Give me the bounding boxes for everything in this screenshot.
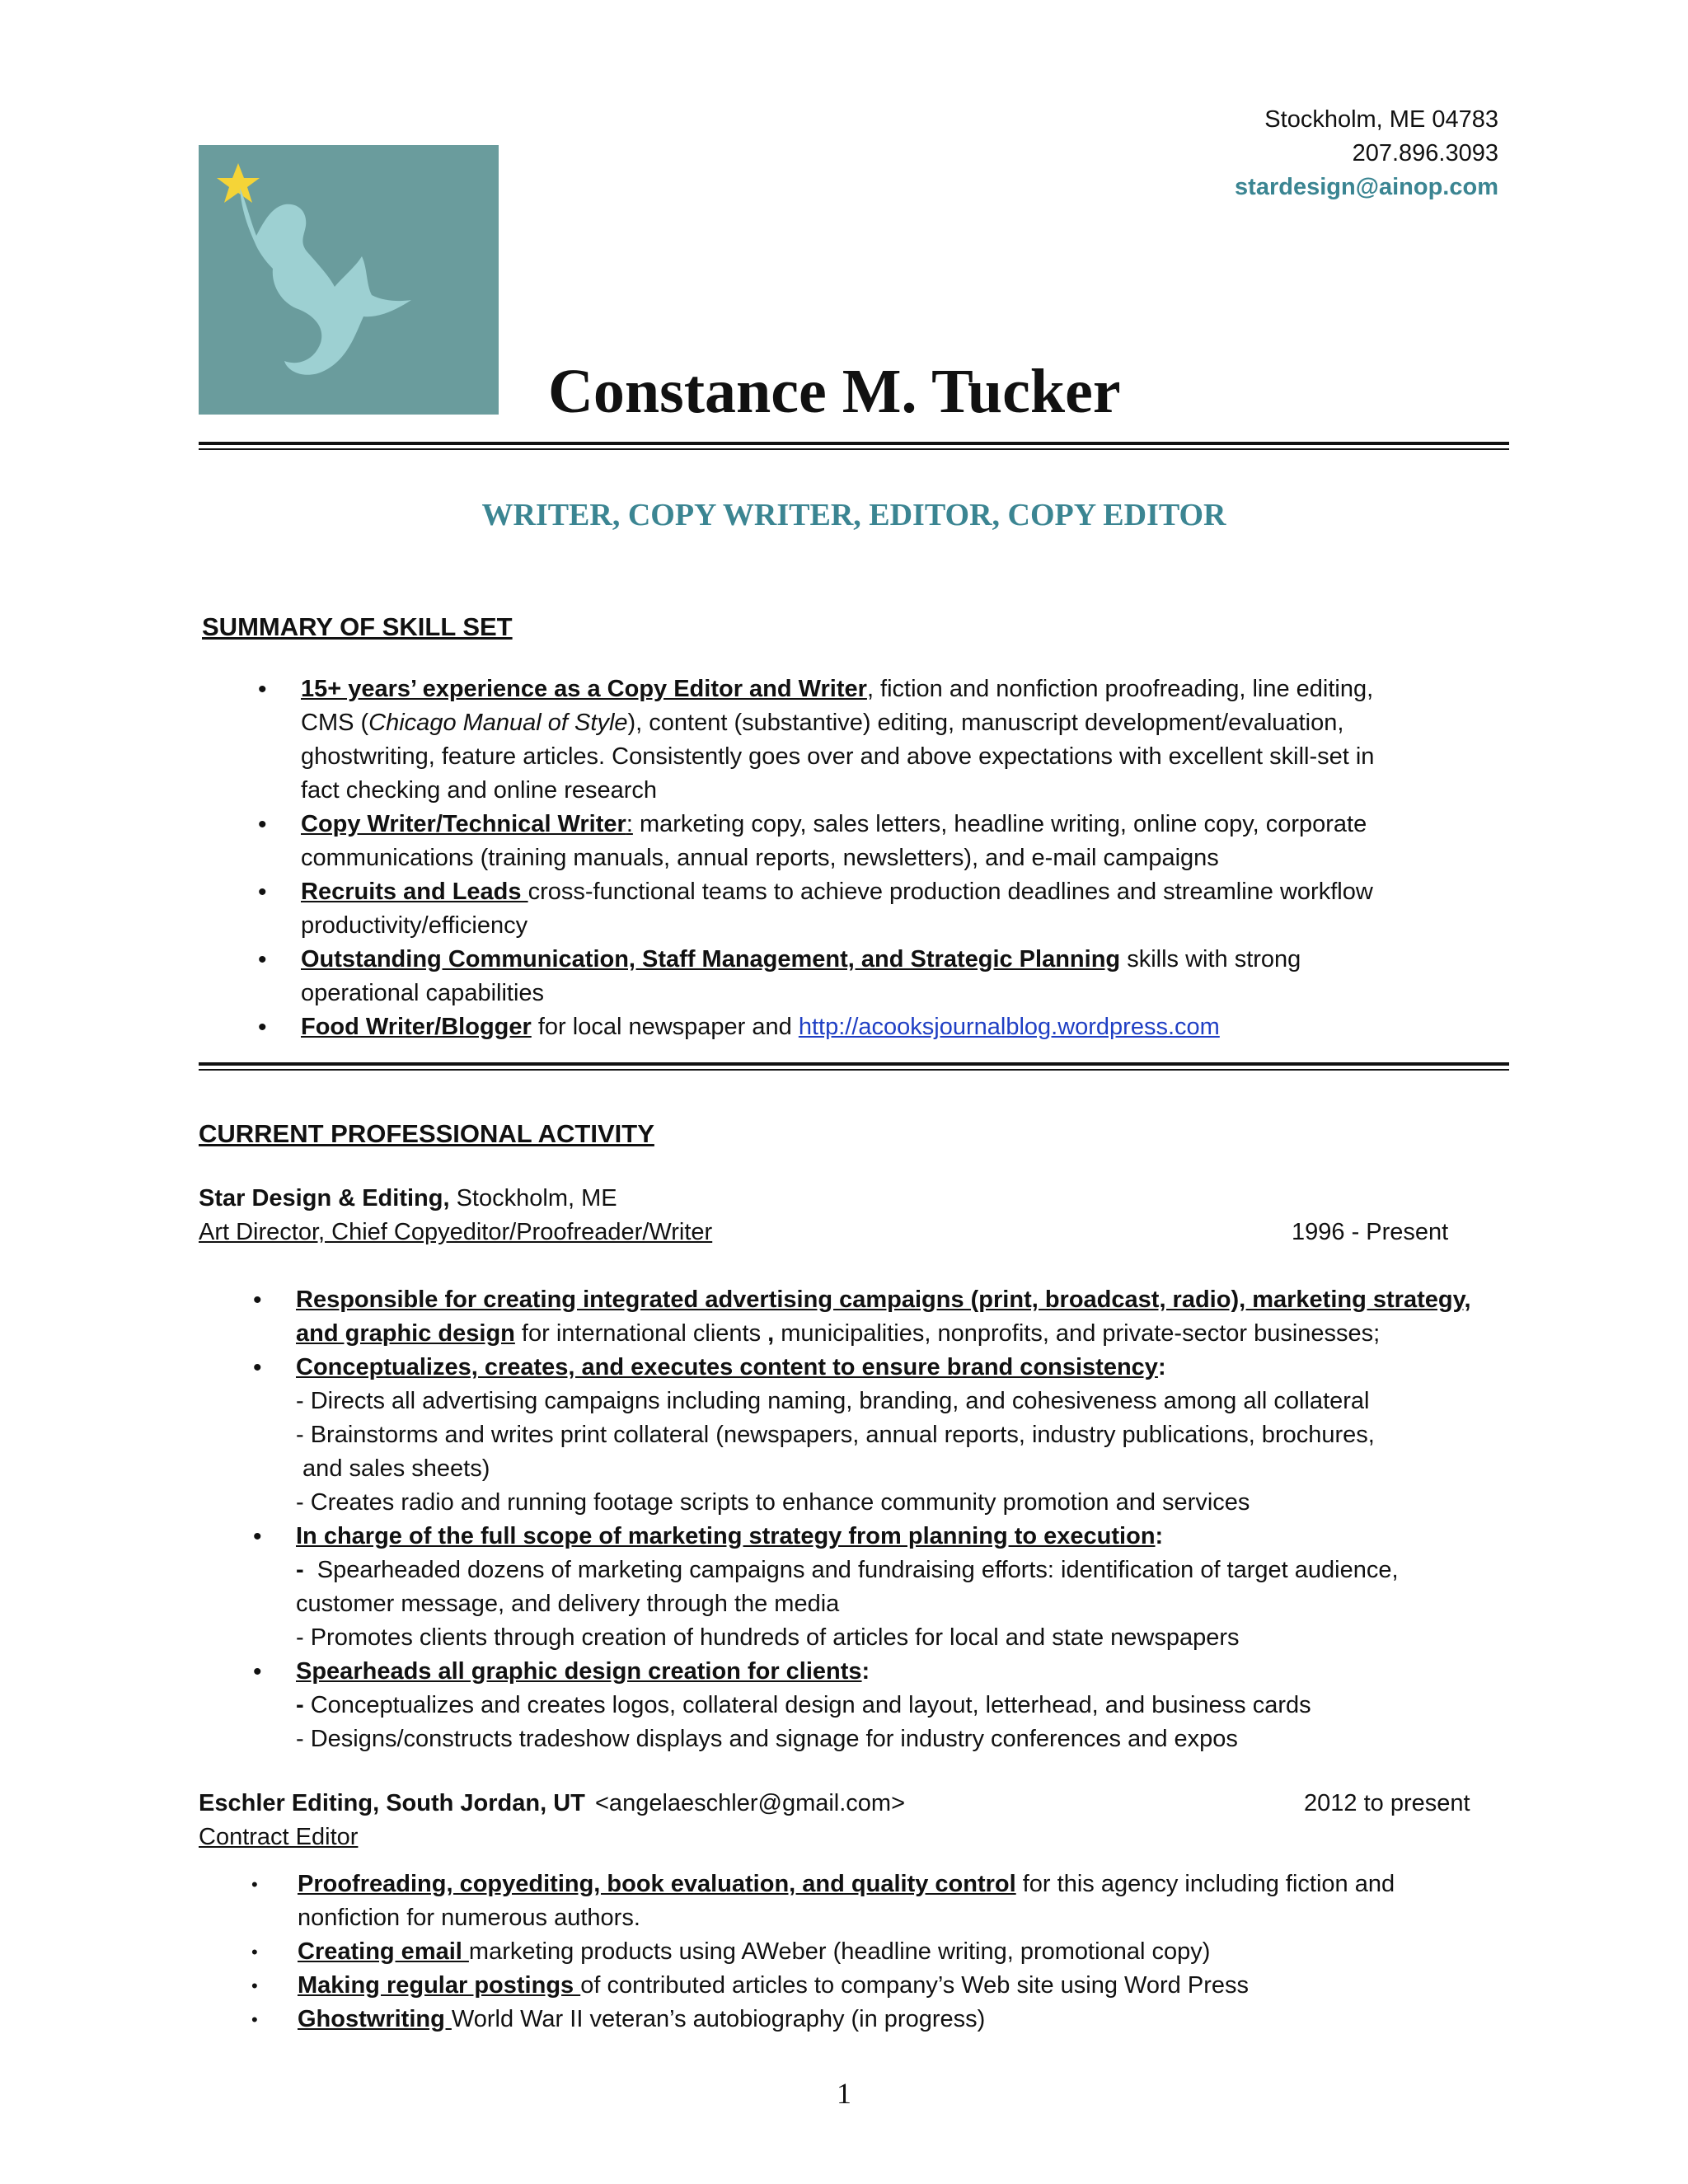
- job1-list: [296, 1283, 1532, 1756]
- bullet-text: of contributed articles to company’s Web site using Word Press: [580, 1972, 1249, 1999]
- contact-block: [1235, 103, 1498, 204]
- summary-list: [301, 673, 1521, 1044]
- job1-company: Star Design & Editing,: [199, 1185, 450, 1212]
- list-item: [298, 1969, 1517, 2003]
- bullet-text: for local newspaper and: [531, 1014, 799, 1040]
- bullet-colon: :: [1155, 1523, 1164, 1549]
- blog-link[interactable]: http://acooksjournalblog.wordpress.com: [798, 1014, 1220, 1040]
- bullet-text: CMS (: [301, 710, 369, 736]
- bullet-dash: -: [296, 1557, 304, 1583]
- bullet-italic: Chicago Manual of Style: [368, 710, 628, 736]
- bullet-lead: Copy Writer/Technical Writer: [301, 811, 626, 837]
- mermaid-star-logo: [199, 145, 499, 415]
- bullet-lead: and graphic design: [296, 1320, 515, 1347]
- bullet-lead: Recruits and Leads: [301, 879, 528, 905]
- page-number: 1: [837, 2077, 851, 2110]
- bullet-text: nonfiction for numerous authors.: [298, 1905, 640, 1931]
- contact-address: Stockholm, ME 04783: [1264, 106, 1498, 133]
- job2-company: Eschler Editing, South Jordan, UT: [199, 1790, 585, 1816]
- bullet-sub: - Brainstorms and writes print collateral (newspapers, annual reports, industry publications, brochures,: [296, 1422, 1375, 1448]
- bullet-sub: customer message, and delivery through the media: [296, 1591, 840, 1617]
- bullet-text: for this agency including fiction and: [1015, 1871, 1395, 1897]
- bullet-sub: Spearheaded dozens of marketing campaigns and fundraising efforts: identification of target audience,: [303, 1557, 1399, 1583]
- list-item: [301, 1010, 1521, 1044]
- contact-email[interactable]: stardesign@ainop.com: [1235, 174, 1498, 200]
- bullet-lead: Food Writer/Blogger: [301, 1014, 532, 1040]
- list-item: [296, 1655, 1532, 1756]
- list-item: [298, 1935, 1517, 1969]
- list-item: [296, 1283, 1532, 1351]
- job1-location: Stockholm, ME: [449, 1185, 617, 1212]
- bullet-sub: - Creates radio and running footage scripts to enhance community promotion and services: [296, 1489, 1250, 1516]
- bullet-sub: - Designs/constructs tradeshow displays and signage for industry conferences and expos: [296, 1726, 1238, 1752]
- bullet-lead: 15+ years’ experience as a Copy Editor and Writer: [301, 676, 867, 702]
- divider-middle: [199, 1062, 1509, 1071]
- list-item: [298, 2003, 1517, 2036]
- bullet-lead: Creating email: [298, 1938, 469, 1965]
- divider-top: [199, 442, 1509, 450]
- bullet-dash: -: [296, 1692, 304, 1718]
- current-activity-title: CURRENT PROFESSIONAL ACTIVITY: [199, 1119, 654, 1148]
- bullet-text: marketing copy, sales letters, headline writing, online copy, corporate: [632, 811, 1367, 837]
- bullet-text: communications (training manuals, annual reports, newsletters), and e-mail campaigns: [301, 845, 1219, 871]
- bullet-sub: - Promotes clients through creation of hundreds of articles for local and state newspapers: [296, 1624, 1240, 1651]
- bullet-lead: Responsible for creating integrated advertising campaigns (print, broadcast, radio), marketing strategy,: [296, 1286, 1471, 1313]
- bullet-text: , fiction and nonfiction proofreading, line editing,: [866, 676, 1374, 702]
- job1-dates: 1996 - Present: [1292, 1219, 1449, 1245]
- contact-phone: 207.896.3093: [1352, 140, 1498, 166]
- bullet-lead: In charge of the full scope of marketing strategy from planning to execution: [296, 1523, 1156, 1549]
- bullet-lead: Spearheads all graphic design creation for clients: [296, 1658, 862, 1685]
- bullet-colon: :: [626, 811, 633, 837]
- bullet-text: cross-functional teams to achieve production deadlines and streamline workflow: [528, 879, 1373, 905]
- bullet-colon: :: [861, 1658, 870, 1685]
- job1-header: [199, 1182, 617, 1216]
- bullet-text: productivity/efficiency: [301, 912, 528, 939]
- list-item: [301, 673, 1521, 808]
- bullet-text: skills with strong: [1120, 946, 1301, 972]
- list-item: [298, 1868, 1517, 1935]
- job2-role: Contract Editor: [199, 1824, 359, 1850]
- job2-list: [298, 1868, 1517, 2036]
- bullet-text: marketing products using AWeber (headline writing, promotional copy): [468, 1938, 1211, 1965]
- job1-role: Art Director, Chief Copyeditor/Proofreader/Writer: [199, 1219, 713, 1245]
- summary-title: SUMMARY OF SKILL SET: [202, 612, 513, 641]
- bullet-lead: Conceptualizes, creates, and executes content to ensure brand consistency: [296, 1354, 1158, 1380]
- bullet-lead: Proofreading, copyediting, book evaluation, and quality control: [298, 1871, 1016, 1897]
- list-item: [301, 808, 1521, 875]
- bullet-text: ,: [761, 1320, 775, 1347]
- mermaid-icon: [199, 145, 499, 415]
- bullet-text: World War II veteran’s autobiography (in progress): [451, 2006, 986, 2032]
- job2-dates: 2012 to present: [1304, 1790, 1470, 1816]
- bullet-text: ), content (substantive) editing, manuscript development/evaluation,: [627, 710, 1344, 736]
- list-item: [301, 875, 1521, 943]
- list-item: [296, 1520, 1532, 1655]
- role-headline: WRITER, COPY WRITER, EDITOR, COPY EDITOR: [481, 498, 1226, 532]
- candidate-name: Constance M. Tucker: [548, 357, 1121, 426]
- list-item: [296, 1351, 1532, 1520]
- bullet-text: operational capabilities: [301, 980, 545, 1006]
- bullet-lead: Outstanding Communication, Staff Management, and Strategic Planning: [301, 946, 1121, 972]
- bullet-text: fact checking and online research: [301, 777, 658, 804]
- bullet-colon: :: [1157, 1354, 1166, 1380]
- bullet-lead: Ghostwriting: [298, 2006, 452, 2032]
- bullet-text: for international clients: [514, 1320, 762, 1347]
- bullet-lead: Making regular postings: [298, 1972, 581, 1999]
- bullet-sub: Conceptualizes and creates logos, collateral design and layout, letterhead, and business cards: [303, 1692, 1311, 1718]
- bullet-text: ghostwriting, feature articles. Consistently goes over and above expectations with excellent skill-set in: [301, 743, 1375, 770]
- bullet-sub: - Directs all advertising campaigns including naming, branding, and cohesiveness among all collateral: [296, 1388, 1370, 1414]
- bullet-sub: and sales sheets): [296, 1455, 490, 1482]
- bullet-text: municipalities, nonprofits, and private-sector businesses;: [774, 1320, 1381, 1347]
- list-item: [301, 943, 1521, 1010]
- job2-email: <angelaeschler@gmail.com>: [595, 1790, 906, 1816]
